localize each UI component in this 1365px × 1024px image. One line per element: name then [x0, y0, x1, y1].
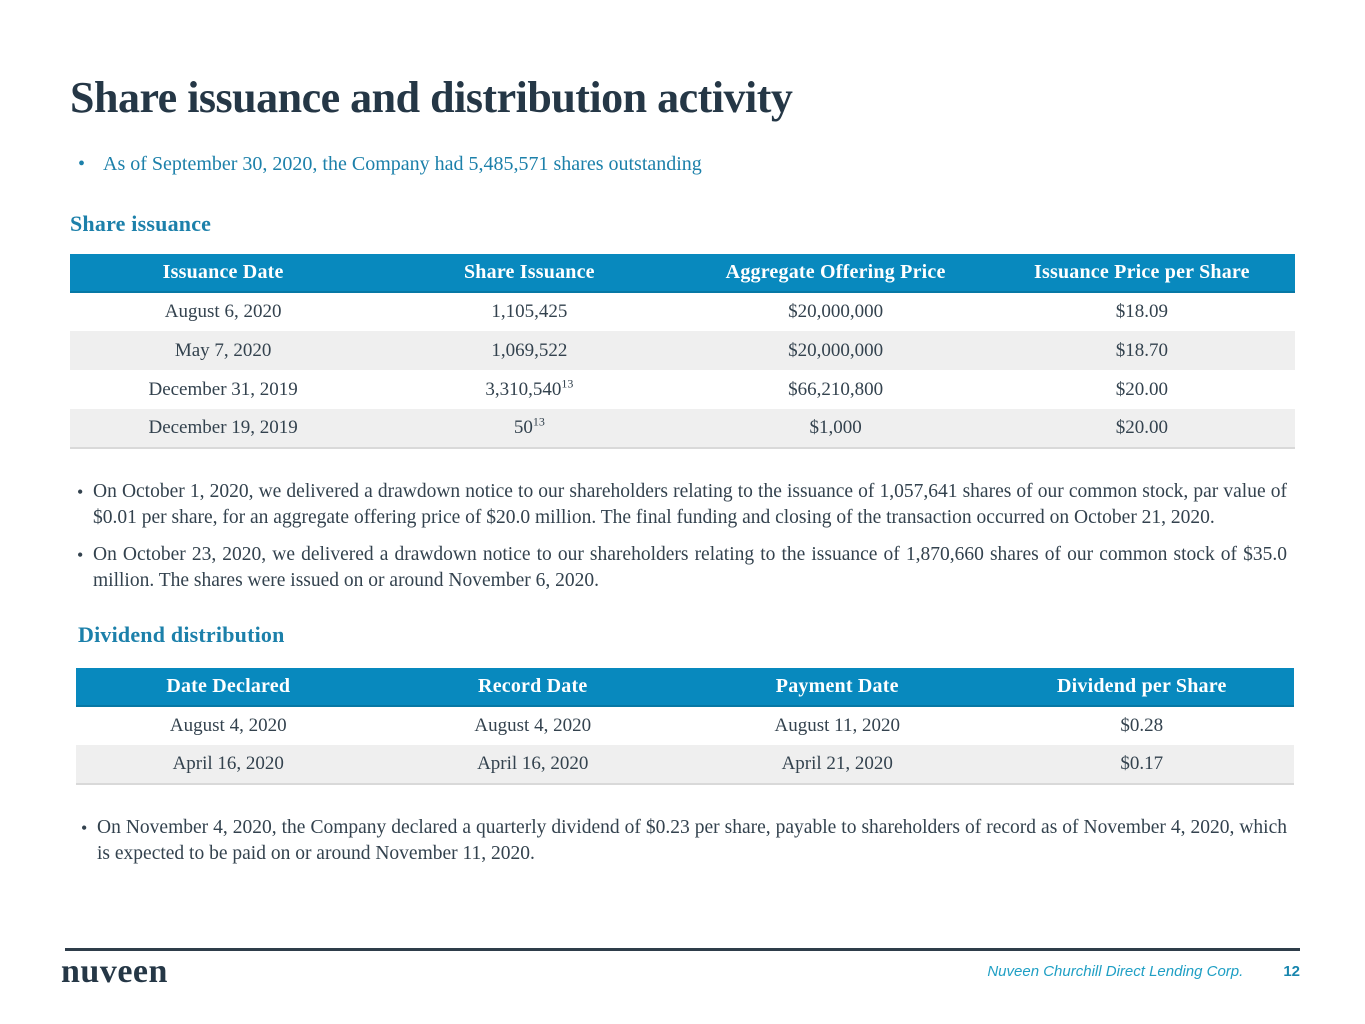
nuveen-logo: nuveen: [61, 953, 168, 990]
table-row: [70, 370, 1295, 409]
table-row: [76, 706, 1294, 745]
page-number: 12: [1283, 963, 1300, 980]
share-issuance-bullets: [70, 479, 1297, 594]
footnote-ref: 13: [532, 415, 545, 430]
table-cell: [376, 331, 682, 370]
table-cell: August 4, 2020: [381, 706, 686, 745]
header-record-date: Record Date: [381, 668, 686, 706]
share-issuance-table-body: [70, 292, 1295, 448]
table-cell: $1,000: [683, 409, 989, 448]
section-heading-dividend-distribution: Dividend distribution: [78, 622, 285, 648]
footer-inner: [61, 951, 1300, 990]
table-row: [70, 292, 1295, 331]
header-date-declared: Date Declared: [76, 668, 381, 706]
footer: [61, 948, 1300, 990]
table-cell: [376, 292, 682, 331]
footer-company-name: Nuveen Churchill Direct Lending Corp.: [987, 963, 1244, 980]
table-cell: $18.70: [989, 331, 1295, 370]
table-header-row: [70, 254, 1295, 292]
header-share-issuance: Share Issuance: [376, 254, 682, 292]
dividend-table-body: [76, 706, 1294, 784]
slide-content: [0, 74, 1365, 867]
table-cell: $18.09: [989, 292, 1295, 331]
section-heading-share-issuance: Share issuance: [70, 211, 212, 237]
bullet-text: On November 4, 2020, the Company declared a quarterly dividend of $0.23 per share, payable to shareholders of record as of November 4, 2020, which is expected to be paid on or around November 11, 2020.: [97, 817, 1287, 865]
table-row: [70, 331, 1295, 370]
intro-bullet-text: As of September 30, 2020, the Company had 5,485,571 shares outstanding: [103, 153, 702, 176]
table-cell: August 4, 2020: [76, 706, 381, 745]
bullet-item: [70, 542, 1297, 594]
dividend-table-head: [76, 668, 1294, 706]
table-row: [76, 745, 1294, 784]
share-issuance-table-head: [70, 254, 1295, 292]
bullet-text: On October 1, 2020, we delivered a drawdown notice to our shareholders relating to the issuance of 1,057,641 shares of our common stock, par value of $0.01 per share, for an aggregate offering price of $20.0 million. The final funding and closing of the transaction occurred on October 21, 2020.: [93, 481, 1287, 529]
cell-value: 3,310,540: [485, 378, 562, 400]
table-cell: $0.17: [990, 745, 1295, 784]
bullet-item: [70, 815, 1297, 867]
table-row: [70, 409, 1295, 448]
table-cell: $20,000,000: [683, 292, 989, 331]
table-cell: August 11, 2020: [685, 706, 990, 745]
table-cell: [376, 409, 682, 448]
table-cell: $20.00: [989, 409, 1295, 448]
page-title: Share issuance and distribution activity: [70, 73, 793, 122]
table-cell: $66,210,800: [683, 370, 989, 409]
bullet-item: [70, 479, 1297, 531]
header-issuance-date: Issuance Date: [70, 254, 376, 292]
cell-value: 50: [513, 417, 533, 439]
table-cell: $0.28: [990, 706, 1295, 745]
table-cell: $20,000,000: [683, 331, 989, 370]
cell-value: 1,105,425: [491, 301, 568, 323]
table-cell: December 31, 2019: [70, 370, 376, 409]
dividend-bullets: [70, 815, 1297, 867]
table-cell: May 7, 2020: [70, 331, 376, 370]
table-cell: August 6, 2020: [70, 292, 376, 331]
header-payment-date: Payment Date: [685, 668, 990, 706]
table-cell: April 21, 2020: [685, 745, 990, 784]
footnote-ref: 13: [561, 376, 574, 391]
header-issuance-price-per-share: Issuance Price per Share: [989, 254, 1295, 292]
share-issuance-table: [70, 254, 1295, 449]
table-cell: December 19, 2019: [70, 409, 376, 448]
header-aggregate-offering-price: Aggregate Offering Price: [683, 254, 989, 292]
table-cell: April 16, 2020: [76, 745, 381, 784]
table-cell: April 16, 2020: [381, 745, 686, 784]
intro-bullet: [70, 152, 1297, 177]
footer-right: [987, 963, 1300, 980]
bullet-text: On October 23, 2020, we delivered a drawdown notice to our shareholders relating to the issuance of 1,870,660 shares of our common stock of $35.0 million. The shares were issued on or around November 6, 2020.: [93, 544, 1287, 592]
table-cell: $20.00: [989, 370, 1295, 409]
cell-value: 1,069,522: [491, 339, 568, 361]
table-header-row: [76, 668, 1294, 706]
dividend-distribution-table: [76, 668, 1294, 785]
table-cell: [376, 370, 682, 409]
header-dividend-per-share: Dividend per Share: [990, 668, 1295, 706]
